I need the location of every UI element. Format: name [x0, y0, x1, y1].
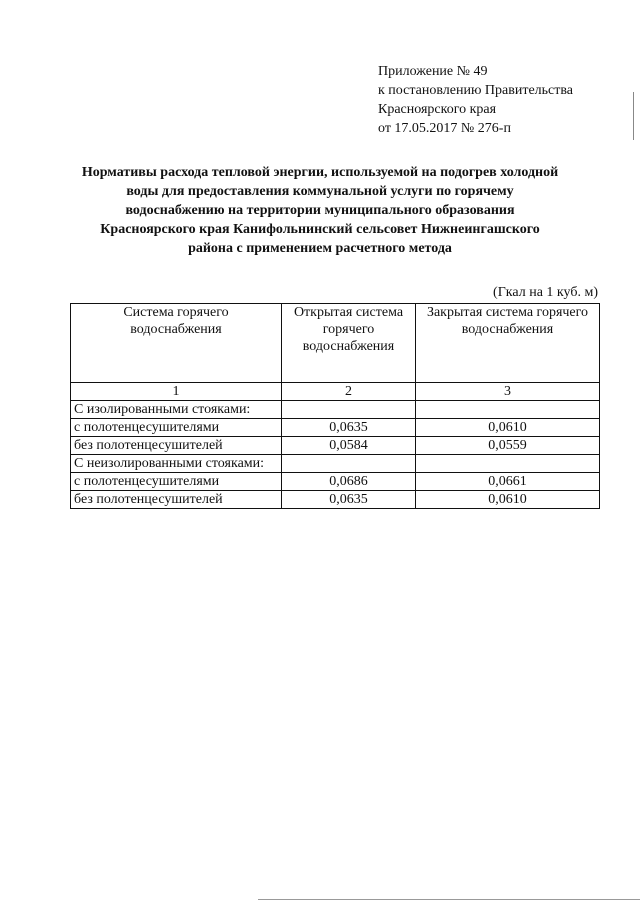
- empty-cell: [282, 401, 416, 419]
- open-value: 0,0584: [282, 437, 416, 455]
- title-line: Красноярского края Канифольнинский сельсовет Нижнеингашского: [100, 222, 540, 237]
- closed-value: 0,0610: [416, 491, 600, 509]
- column-number: 3: [416, 383, 600, 401]
- scan-edge-mark: [633, 92, 634, 140]
- header-line: Закрытая система горячего: [426, 305, 589, 320]
- table-row: [71, 491, 600, 509]
- open-value: 0,0686: [282, 473, 416, 491]
- table-row: [71, 473, 600, 491]
- scan-bottom-line: [258, 899, 640, 900]
- appendix-line: от 17.05.2017 № 276-п: [378, 121, 511, 136]
- title-line: водоснабжению на территории муниципального образования: [125, 203, 515, 218]
- header-cell-open: [282, 304, 416, 383]
- norms-table: [70, 303, 600, 509]
- column-number: 2: [282, 383, 416, 401]
- appendix-line: к постановлению Правительства: [378, 83, 574, 98]
- title-line: воды для предоставления коммунальной услуги по горячему: [126, 184, 514, 199]
- document-title: [60, 163, 580, 258]
- header-line: Система горячего: [123, 305, 229, 320]
- unit-label: (Гкал на 1 куб. м): [493, 285, 598, 300]
- group-row-insulated: [71, 401, 600, 419]
- column-number: 1: [71, 383, 282, 401]
- table-row: [71, 437, 600, 455]
- header-line: водоснабжения: [302, 339, 395, 354]
- appendix-line: Красноярского края: [378, 102, 497, 117]
- appendix-block: [378, 62, 573, 138]
- closed-value: 0,0610: [416, 419, 600, 437]
- closed-value: 0,0661: [416, 473, 600, 491]
- title-line: Нормативы расхода тепловой энергии, используемой на подогрев холодной: [81, 165, 559, 180]
- header-cell-system: [71, 304, 282, 383]
- row-label: без полотенцесушителей: [71, 437, 282, 455]
- group-row-uninsulated: [71, 455, 600, 473]
- table-row: [71, 419, 600, 437]
- empty-cell: [416, 401, 600, 419]
- table-header-row: [71, 304, 600, 383]
- row-label: без полотенцесушителей: [71, 491, 282, 509]
- empty-cell: [416, 455, 600, 473]
- header-line: водоснабжения: [461, 322, 554, 337]
- column-number-row: [71, 383, 600, 401]
- row-label: с полотенцесушителями: [71, 473, 282, 491]
- header-line: горячего: [322, 322, 375, 337]
- row-label: с полотенцесушителями: [71, 419, 282, 437]
- title-line: района с применением расчетного метода: [188, 241, 452, 256]
- group-label: С неизолированными стояками:: [71, 455, 282, 473]
- open-value: 0,0635: [282, 419, 416, 437]
- group-label: С изолированными стояками:: [71, 401, 282, 419]
- header-cell-closed: [416, 304, 600, 383]
- appendix-line: Приложение № 49: [378, 64, 488, 79]
- header-line: водоснабжения: [130, 322, 222, 337]
- open-value: 0,0635: [282, 491, 416, 509]
- empty-cell: [282, 455, 416, 473]
- closed-value: 0,0559: [416, 437, 600, 455]
- header-line: Открытая система: [293, 305, 404, 320]
